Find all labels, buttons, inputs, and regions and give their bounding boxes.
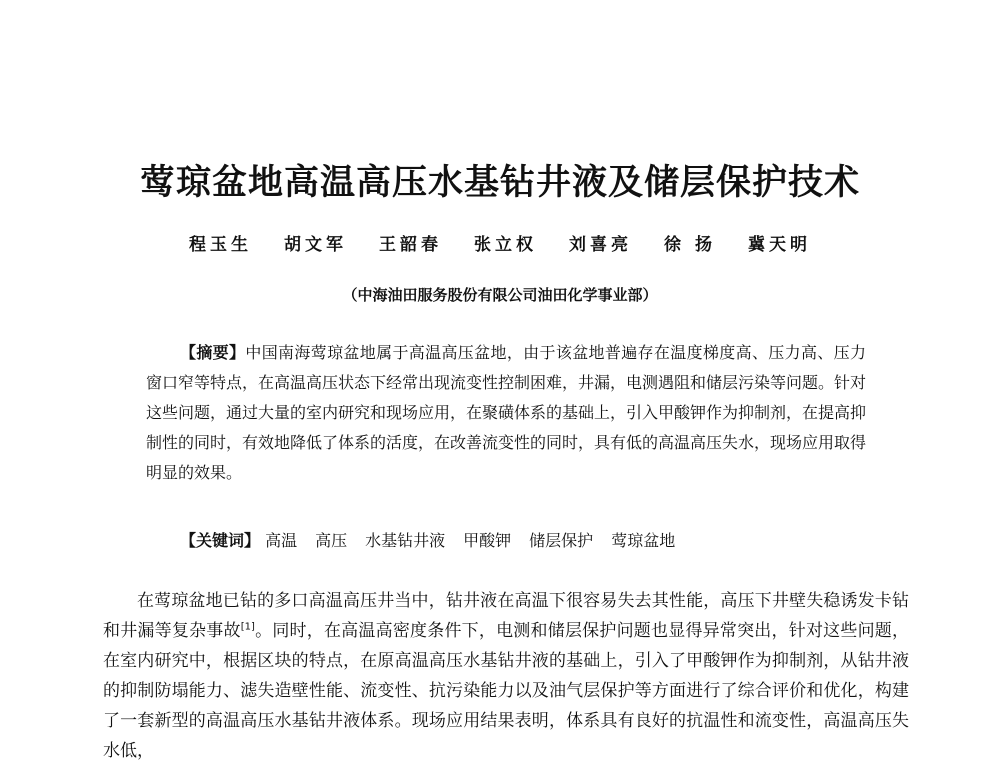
keywords <box>180 526 693 556</box>
keyword: 水基钻井液 <box>365 531 446 550</box>
body-text-part2: 。同时，在高温高密度条件下，电测和储层保护问题也显得异常突出，针对这些问题，在室内研究中，根据区块的特点，在原高温高压水基钻井液的基础上，引入了甲酸钾作为抑制剂，从钻井液的抑制防塌能力、滤失造壁性能、流变性、抗污染能力以及油气层保护等方面进行了综合评价和优化，构建了一套新型的高温高压水基钻井液体系。现场应用结果表明，体系具有良好的抗温性和流变性，高温高压失水低， <box>103 621 910 761</box>
body-paragraph <box>103 586 909 766</box>
keyword: 储层保护 <box>529 531 594 550</box>
author-list <box>0 232 1000 258</box>
keyword: 莺琼盆地 <box>611 531 676 550</box>
keyword: 甲酸钾 <box>463 531 512 550</box>
author-name: 冀天明 <box>747 235 811 255</box>
author-name: 程玉生 <box>189 235 253 255</box>
affiliation: （中海油田服务股份有限公司油田化学事业部） <box>342 286 658 304</box>
keyword: 高温 <box>265 531 298 550</box>
body-text-part1: 在莺琼盆地已钻的多口高温高压井当中，钻井液在高温下很容易失去其性能，高压下井壁失稳诱发卡钻和井漏等复杂事故 <box>103 591 909 641</box>
citation-ref: [1] <box>240 621 255 633</box>
author-name: 徐 扬 <box>664 235 716 255</box>
author-name: 王韶春 <box>379 235 443 255</box>
author-name: 刘喜亮 <box>569 235 633 255</box>
abstract-text: 中国南海莺琼盆地属于高温高压盆地，由于该盆地普遍存在温度梯度高、压力高、压力窗口窄等特点，在高温高压状态下经常出现流变性控制困难，井漏，电测遇阻和储层污染等问题。针对这些问题，通过大量的室内研究和现场应用，在聚磺体系的基础上，引入甲酸钾作为抑制剂，在提高抑制性的同时，有效地降低了体系的活度，在改善流变性的同时，具有低的高温高压失水，现场应用取得明显的效果。 <box>146 343 867 482</box>
author-name: 张立权 <box>474 235 538 255</box>
abstract <box>146 338 866 488</box>
abstract-label: 【摘要】 <box>180 343 246 362</box>
author-name: 胡文军 <box>284 235 348 255</box>
keyword: 高压 <box>315 531 348 550</box>
paper-title: 莺琼盆地高温高压水基钻井液及储层保护技术 <box>139 163 860 203</box>
keywords-label: 【关键词】 <box>180 531 261 550</box>
